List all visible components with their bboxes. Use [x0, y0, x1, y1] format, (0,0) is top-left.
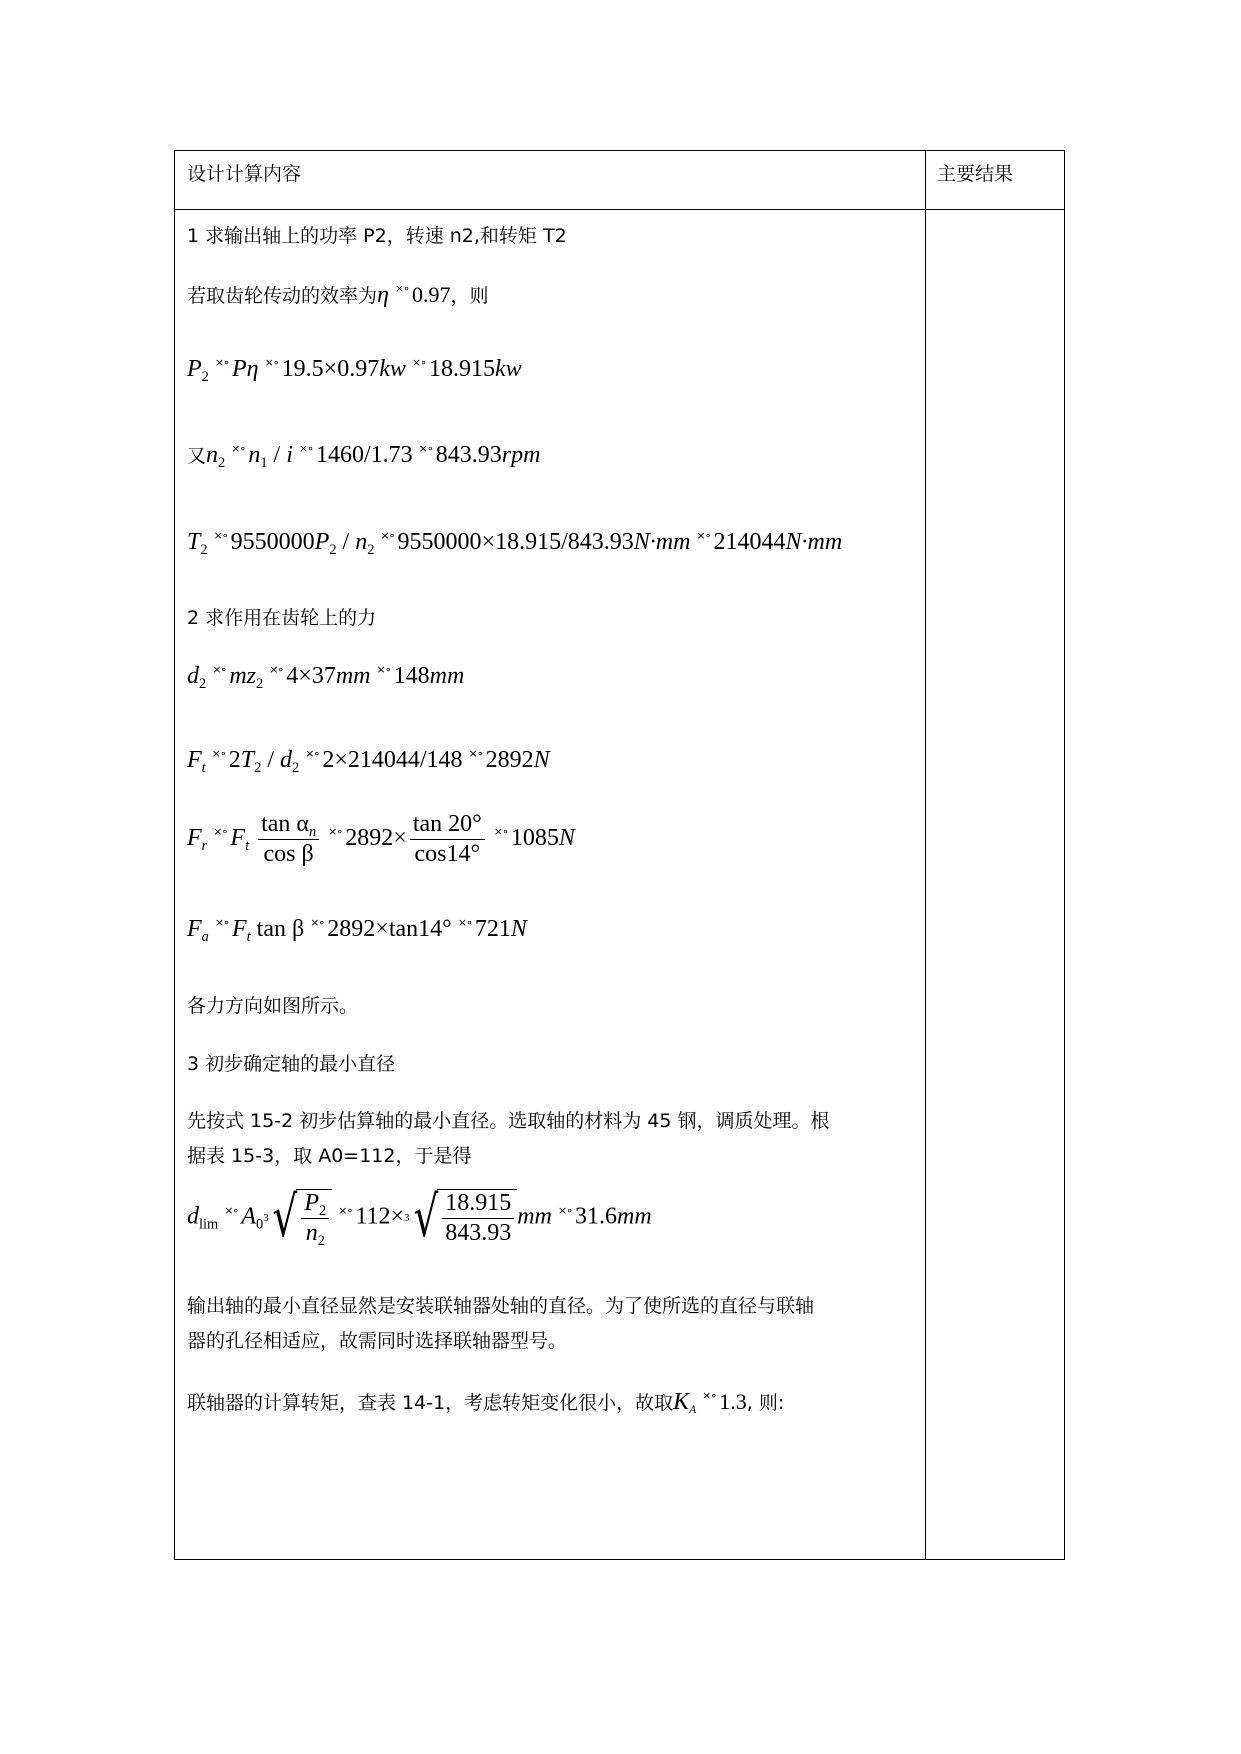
efficiency-line: 若取齿轮传动的效率为η ×∘ 0.97，则 — [187, 282, 489, 308]
section-1-title: 1 求输出轴上的功率 P2，转速 n2,和转矩 T2 — [187, 225, 567, 247]
equation-dmin: $d_{lim}^{\times\circ}$ $A_0$ 3 √ $\frac{P_2}{n_2}$ ×∘ 112× 3 √ $\frac{18.915}{843.93}$ mm ×∘ 31.6mm — [187, 1185, 652, 1250]
paragraph-5: 联轴器的计算转矩，查表 14-1，考虑转矩变化很小，故取$K_A^{\times\circ}$ 1.3, 则: — [187, 1389, 785, 1416]
section-3-title: 3 初步确定轴的最小直径 — [187, 1053, 396, 1075]
header-divider — [175, 209, 1064, 210]
cube-root-numeric: 3 √ $\frac{18.915}{843.93}$ — [404, 1189, 517, 1247]
column-divider — [925, 151, 926, 1559]
calculation-table — [174, 150, 1065, 1560]
header-design-content: 设计计算内容 — [187, 163, 302, 185]
paragraph-3-line-2: 据表 15-3，取 A0=112，于是得 — [187, 1145, 472, 1167]
fraction-tan-alpha-over-cos-beta: $\frac{\tan \alpha_n}{\text{cos β}}$ — [258, 811, 319, 868]
paragraph-3-line-1: 先按式 15-2 初步估算轴的最小直径。选取轴的材料为 45 钢，调质处理。根 — [187, 1110, 830, 1132]
equation-d2: $d_2^{\times\circ}$ $mz_2^{\times\circ}$ 4×37mm ×∘ 148mm — [187, 663, 465, 693]
paragraph-4-line-1: 输出轴的最小直径显然是安装联轴器处轴的直径。为了使所选的直径与联轴 — [187, 1295, 815, 1317]
paragraph-4-line-2: 器的孔径相适应，故需同时选择联轴器型号。 — [187, 1330, 568, 1352]
equation-t2: $T_2^{\times\circ}$ $9550000P_2 / n_2^{\times\circ}$ 9550000×18.915/843.93N·mm ×∘ 214044N·mm — [187, 529, 843, 559]
cube-root-p2-over-n2: 3 √ $\frac{P_2}{n_2}$ — [263, 1189, 332, 1247]
equation-fa: $F_a^{\times\circ}$ $F_t$ tan β ×∘ 2892×tan14° ×∘ 721N — [187, 916, 527, 946]
equation-n2: 又$n_2^{\times\circ}$ $n_1$ / i ×∘ 1460/1.73 ×∘ 843.93rpm — [187, 442, 541, 472]
equation-fr: $F_r^{\times\circ}$ $F_t$ $\frac{\tan \alpha_n}{\text{cos β}}$ ×∘ 2892× $\frac{\tan 20^\circ}{\cos 14^\circ}$ ×∘ 1085N — [187, 811, 575, 867]
equation-p2: $P_2^{\times\circ}$ Pη ×∘ 19.5×0.97kw ×∘ 18.915kw — [187, 356, 522, 386]
force-direction-note: 各力方向如图所示。 — [187, 995, 359, 1017]
equation-ft: $F_t^{\times\circ}$ $2T_2 / d_2^{\times\circ}$ 2×214044/148 ×∘ 2892N — [187, 747, 550, 777]
section-2-title: 2 求作用在齿轮上的力 — [187, 607, 377, 629]
header-main-results: 主要结果 — [937, 163, 1014, 185]
fraction-tan20-over-cos14: $\frac{\tan 20^\circ}{\cos 14^\circ}$ — [410, 811, 485, 868]
